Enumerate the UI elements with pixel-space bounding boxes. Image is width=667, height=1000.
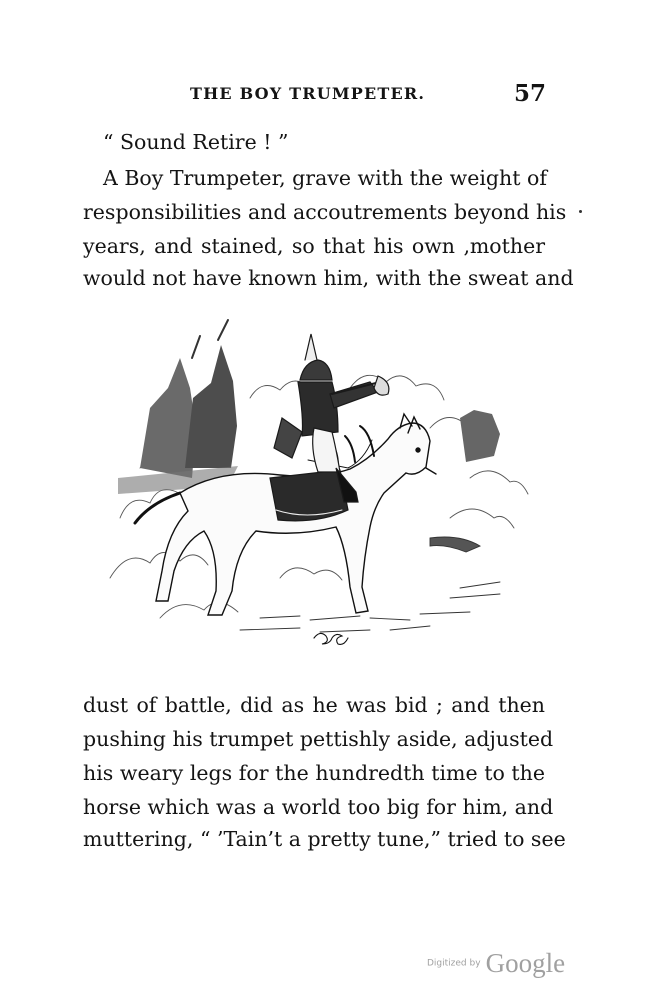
text-line: would not have known him, with the sweat and	[83, 266, 574, 290]
watermark-prefix: Digitized by	[427, 958, 481, 969]
text-line: horse which was a world too big for him, and	[83, 795, 554, 819]
text-line: dust of battle, did as he was bid ; and then	[83, 693, 545, 717]
watermark-brand: Google	[485, 948, 566, 978]
running-head: THE BOY TRUMPETER.	[190, 84, 426, 103]
digitized-watermark	[427, 948, 565, 979]
text-line: A Boy Trumpeter, grave with the weight of	[103, 166, 547, 190]
text-line: muttering, “ ’Tain’t a pretty tune,” tried to see	[83, 827, 566, 851]
text-line: his weary legs for the hundredth time to the	[83, 761, 545, 785]
text-line: years, and stained, so that his own ‚mother	[83, 234, 545, 258]
ground	[240, 537, 500, 632]
page-number: 57	[514, 80, 547, 107]
margin-mark	[579, 210, 582, 213]
artist-signature	[314, 633, 348, 644]
illustration-trumpeter-on-horse	[100, 318, 540, 658]
text-line: responsibilities and accoutrements beyond his	[83, 200, 567, 224]
text-line: “ Sound Retire ! ”	[103, 130, 289, 154]
saddle-cloth	[270, 470, 348, 521]
text-line: pushing his trumpet pettishly aside, adjusted	[83, 727, 554, 751]
